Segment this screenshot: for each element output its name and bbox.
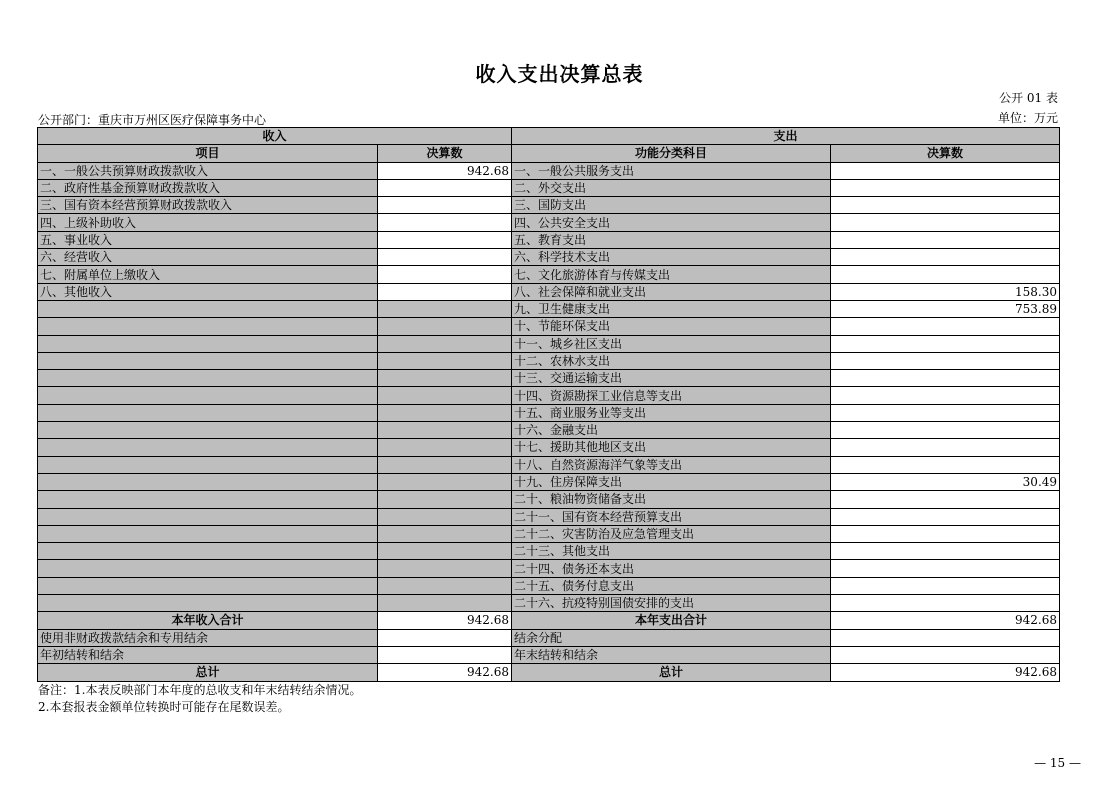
- expense-item-label: 二十三、其他支出: [512, 543, 831, 560]
- page-title: 收入支出决算总表: [475, 62, 644, 86]
- expense-item-value: 753.89: [831, 300, 1060, 317]
- table-row: [38, 283, 1060, 300]
- income-item-label: [38, 473, 378, 490]
- expense-item-value: [831, 197, 1060, 214]
- income-item-value: [378, 577, 512, 594]
- expense-item-value: [831, 404, 1060, 421]
- expense-item-label: 二十二、灾害防治及应急管理支出: [512, 525, 831, 542]
- table-row: [38, 491, 1060, 508]
- page-number: — 15 —: [1034, 756, 1081, 770]
- income-item-label: 七、附属单位上缴收入: [38, 266, 378, 283]
- expense-item-label: 十六、金融支出: [512, 422, 831, 439]
- income-grand-total-label: 总计: [38, 664, 378, 681]
- expense-item-label: 二十、粮油物资储备支出: [512, 491, 831, 508]
- table-group-header-row: [38, 128, 1060, 145]
- income-item-label: [38, 456, 378, 473]
- income-item-value: [378, 508, 512, 525]
- expense-item-value: [831, 387, 1060, 404]
- note-line-1: 备注：1.本表反映部门本年度的总收支和年末结转结余情况。: [38, 683, 362, 697]
- income-item-value: [378, 214, 512, 231]
- income-year-total-label: 本年收入合计: [38, 612, 378, 629]
- expense-item-value: [831, 231, 1060, 248]
- department-label: 公开部门：重庆市万州区医疗保障事务中心: [38, 113, 267, 127]
- expense-item-value: [831, 456, 1060, 473]
- income-item-value: [378, 543, 512, 560]
- income-item-label: [38, 387, 378, 404]
- income-item-value: [378, 560, 512, 577]
- income-grand-total-value: 942.68: [378, 664, 512, 681]
- income-item-label: [38, 404, 378, 421]
- income-item-value: [378, 266, 512, 283]
- income-item-value: [378, 283, 512, 300]
- expense-item-value: [831, 335, 1060, 352]
- table-row: [38, 525, 1060, 542]
- table-row: [38, 370, 1060, 387]
- expense-item-label: 十七、援助其他地区支出: [512, 439, 831, 456]
- income-item-label: [38, 439, 378, 456]
- income-item-value: [378, 300, 512, 317]
- income-item-label: 二、政府性基金预算财政拨款收入: [38, 179, 378, 196]
- carryover-row: [38, 646, 1060, 663]
- expense-item-label: 十三、交通运输支出: [512, 370, 831, 387]
- income-item-label: [38, 543, 378, 560]
- income-item-value: [378, 179, 512, 196]
- amount-header: 决算数: [378, 145, 512, 162]
- income-item-value: [378, 318, 512, 335]
- form-number: 公开 01 表: [999, 91, 1058, 105]
- expense-item-value: [831, 577, 1060, 594]
- income-expense-table: [37, 127, 1060, 682]
- table-row: [38, 595, 1060, 612]
- expense-item-label: 四、公共安全支出: [512, 214, 831, 231]
- expense-item-label: 二十六、抗疫特别国债安排的支出: [512, 595, 831, 612]
- expense-item-label: 二十四、债务还本支出: [512, 560, 831, 577]
- income-item-label: [38, 300, 378, 317]
- table-row: [38, 318, 1060, 335]
- income-item-label: 四、上级补助收入: [38, 214, 378, 231]
- table-row: [38, 335, 1060, 352]
- item-header: 项目: [38, 145, 378, 162]
- expense-item-value: [831, 491, 1060, 508]
- expense-item-label: 八、社会保障和就业支出: [512, 283, 831, 300]
- nonfiscal-label: 使用非财政拨款结余和专用结余: [38, 629, 378, 646]
- expense-item-label: 十一、城乡社区支出: [512, 335, 831, 352]
- income-item-value: [378, 387, 512, 404]
- table-row: [38, 473, 1060, 490]
- income-item-label: 一、一般公共预算财政拨款收入: [38, 162, 378, 179]
- table-row: [38, 439, 1060, 456]
- income-item-value: [378, 249, 512, 266]
- begin-carryover-label: 年初结转和结余: [38, 646, 378, 663]
- income-item-value: [378, 473, 512, 490]
- expense-item-value: 30.49: [831, 473, 1060, 490]
- income-item-label: [38, 595, 378, 612]
- income-item-label: [38, 577, 378, 594]
- expense-item-value: [831, 508, 1060, 525]
- income-item-label: [38, 370, 378, 387]
- income-item-value: [378, 439, 512, 456]
- income-item-label: [38, 352, 378, 369]
- expense-item-label: 十二、农林水支出: [512, 352, 831, 369]
- expense-item-label: 二、外交支出: [512, 179, 831, 196]
- expense-item-value: [831, 595, 1060, 612]
- income-item-value: [378, 197, 512, 214]
- end-carryover-label: 年末结转和结余: [512, 646, 831, 663]
- expense-grand-total-label: 总计: [512, 664, 831, 681]
- end-carryover-value: [831, 646, 1060, 663]
- expense-item-label: 六、科学技术支出: [512, 249, 831, 266]
- table-row: [38, 404, 1060, 421]
- table-row: [38, 162, 1060, 179]
- income-item-label: [38, 422, 378, 439]
- nonfiscal-row: [38, 629, 1060, 646]
- expense-year-total-value: 942.68: [831, 612, 1060, 629]
- table-row: [38, 231, 1060, 248]
- expense-header: 支出: [512, 128, 1060, 145]
- table-row: [38, 577, 1060, 594]
- notes: [38, 682, 361, 716]
- note-line-2: 2.本套报表金额单位转换时可能存在尾数误差。: [38, 700, 290, 714]
- expense-item-value: [831, 543, 1060, 560]
- income-item-label: 三、国有资本经营预算财政拨款收入: [38, 197, 378, 214]
- table-row: [38, 387, 1060, 404]
- income-item-value: 942.68: [378, 162, 512, 179]
- income-item-value: [378, 404, 512, 421]
- table-row: [38, 456, 1060, 473]
- expense-item-value: [831, 352, 1060, 369]
- nonfiscal-value: [378, 629, 512, 646]
- expense-item-label: 一、一般公共服务支出: [512, 162, 831, 179]
- income-item-label: [38, 560, 378, 577]
- table-row: [38, 352, 1060, 369]
- income-item-value: [378, 231, 512, 248]
- expense-item-label: 十四、资源勘探工业信息等支出: [512, 387, 831, 404]
- income-year-total-value: 942.68: [378, 612, 512, 629]
- expense-item-value: [831, 162, 1060, 179]
- grand-total-row: [38, 664, 1060, 681]
- expense-item-label: 十五、商业服务业等支出: [512, 404, 831, 421]
- table-row: [38, 422, 1060, 439]
- table-row: [38, 508, 1060, 525]
- table-row: [38, 300, 1060, 317]
- income-item-label: [38, 318, 378, 335]
- expense-item-value: [831, 560, 1060, 577]
- expense-item-label: 十九、住房保障支出: [512, 473, 831, 490]
- income-item-value: [378, 525, 512, 542]
- expense-item-value: [831, 370, 1060, 387]
- table-row: [38, 179, 1060, 196]
- begin-carryover-value: [378, 646, 512, 663]
- func-item-header: 功能分类科目: [512, 145, 831, 162]
- expense-item-label: 二十五、债务付息支出: [512, 577, 831, 594]
- income-item-label: 五、事业收入: [38, 231, 378, 248]
- unit-label: 单位：万元: [997, 111, 1058, 125]
- income-item-label: [38, 508, 378, 525]
- income-item-label: 八、其他收入: [38, 283, 378, 300]
- expense-item-value: [831, 318, 1060, 335]
- expense-item-label: 七、文化旅游体育与传媒支出: [512, 266, 831, 283]
- expense-item-value: [831, 525, 1060, 542]
- income-item-label: [38, 491, 378, 508]
- income-item-value: [378, 422, 512, 439]
- expense-year-total-label: 本年支出合计: [512, 612, 831, 629]
- expense-item-value: [831, 179, 1060, 196]
- table-row: [38, 266, 1060, 283]
- table-row: [38, 197, 1060, 214]
- income-item-value: [378, 456, 512, 473]
- expense-item-label: 九、卫生健康支出: [512, 300, 831, 317]
- table-row: [38, 214, 1060, 231]
- table-row: [38, 560, 1060, 577]
- income-item-label: 六、经营收入: [38, 249, 378, 266]
- expense-item-label: 五、教育支出: [512, 231, 831, 248]
- surplus-dist-value: [831, 629, 1060, 646]
- expense-item-label: 三、国防支出: [512, 197, 831, 214]
- expense-item-value: 158.30: [831, 283, 1060, 300]
- table-column-header-row: [38, 145, 1060, 162]
- income-item-label: [38, 335, 378, 352]
- income-header: 收入: [38, 128, 512, 145]
- income-item-value: [378, 335, 512, 352]
- expense-item-value: [831, 422, 1060, 439]
- expense-item-value: [831, 249, 1060, 266]
- income-item-value: [378, 595, 512, 612]
- table-row: [38, 543, 1060, 560]
- expense-item-label: 十、节能环保支出: [512, 318, 831, 335]
- expense-item-label: 二十一、国有资本经营预算支出: [512, 508, 831, 525]
- expense-item-label: 十八、自然资源海洋气象等支出: [512, 456, 831, 473]
- table-row: [38, 249, 1060, 266]
- expense-item-value: [831, 214, 1060, 231]
- year-total-row: [38, 612, 1060, 629]
- expense-item-value: [831, 266, 1060, 283]
- income-item-value: [378, 370, 512, 387]
- func-amount-header: 决算数: [831, 145, 1060, 162]
- surplus-dist-label: 结余分配: [512, 629, 831, 646]
- income-item-value: [378, 352, 512, 369]
- income-item-value: [378, 491, 512, 508]
- expense-item-value: [831, 439, 1060, 456]
- expense-grand-total-value: 942.68: [831, 664, 1060, 681]
- income-item-label: [38, 525, 378, 542]
